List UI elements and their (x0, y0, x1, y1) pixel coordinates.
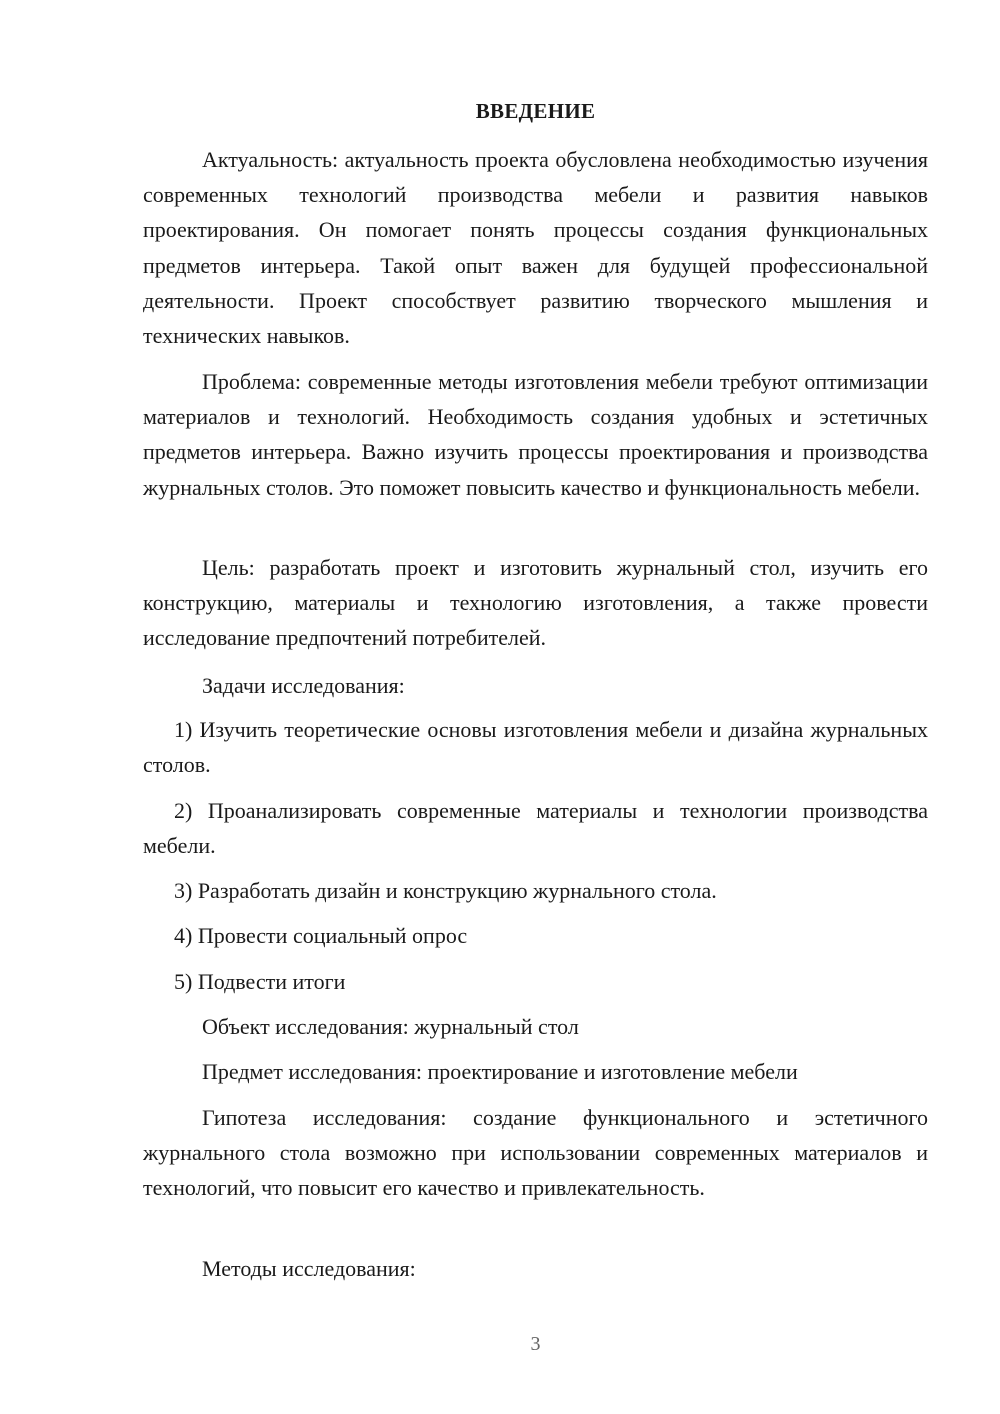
paragraph-research-subject: Предмет исследования: проектирование и изготовление мебели (202, 1059, 798, 1084)
list-item-task-1: 1) Изучить теоретические основы изготовления мебели и дизайна журнальных столов. (143, 717, 928, 778)
paragraph-research-object: Объект исследования: журнальный стол (202, 1014, 579, 1039)
paragraph-methods-heading: Методы исследования: (202, 1256, 416, 1281)
list-item-task-3: 3) Разработать дизайн и конструкцию журнального стола. (174, 878, 717, 903)
paragraph-hypothesis: Гипотеза исследования: создание функционального и эстетичного журнального стола возможно при использовании современных материалов и технологий, что повысит его качество и привлекательность. (143, 1105, 928, 1201)
document-page (143, 0, 928, 1414)
paragraph-relevance: Актуальность: актуальность проекта обусловлена необходимостью изучения современных технологий производства мебели и развития навыков проектирования. Он помогает понять процессы создания функциональных предметов интерьера. Такой опыт важен для будущей профессиональной деятельности. Проект способствует развитию творческого мышления и технических навыков. (143, 147, 928, 349)
page-number: 3 (530, 1333, 541, 1355)
paragraph-tasks-heading: Задачи исследования: (202, 673, 405, 698)
list-item-task-5: 5) Подвести итоги (174, 969, 346, 994)
paragraph-goal: Цель: разработать проект и изготовить журнальный стол, изучить его конструкцию, материалы и технологию изготовления, а также провести исследование предпочтений потребителей. (143, 555, 928, 651)
list-item-task-2: 2) Проанализировать современные материалы и технологии производства мебели. (143, 798, 928, 859)
list-item-task-4: 4) Провести социальный опрос (174, 923, 468, 948)
page-title: ВВЕДЕНИЕ (475, 99, 596, 123)
paragraph-problem: Проблема: современные методы изготовления мебели требуют оптимизации материалов и технологий. Необходимость создания удобных и эстетичных предметов интерьера. Важно изучить процессы проектирования и производства журнальных столов. Это поможет повысить качество и функциональность мебели. (143, 369, 928, 500)
